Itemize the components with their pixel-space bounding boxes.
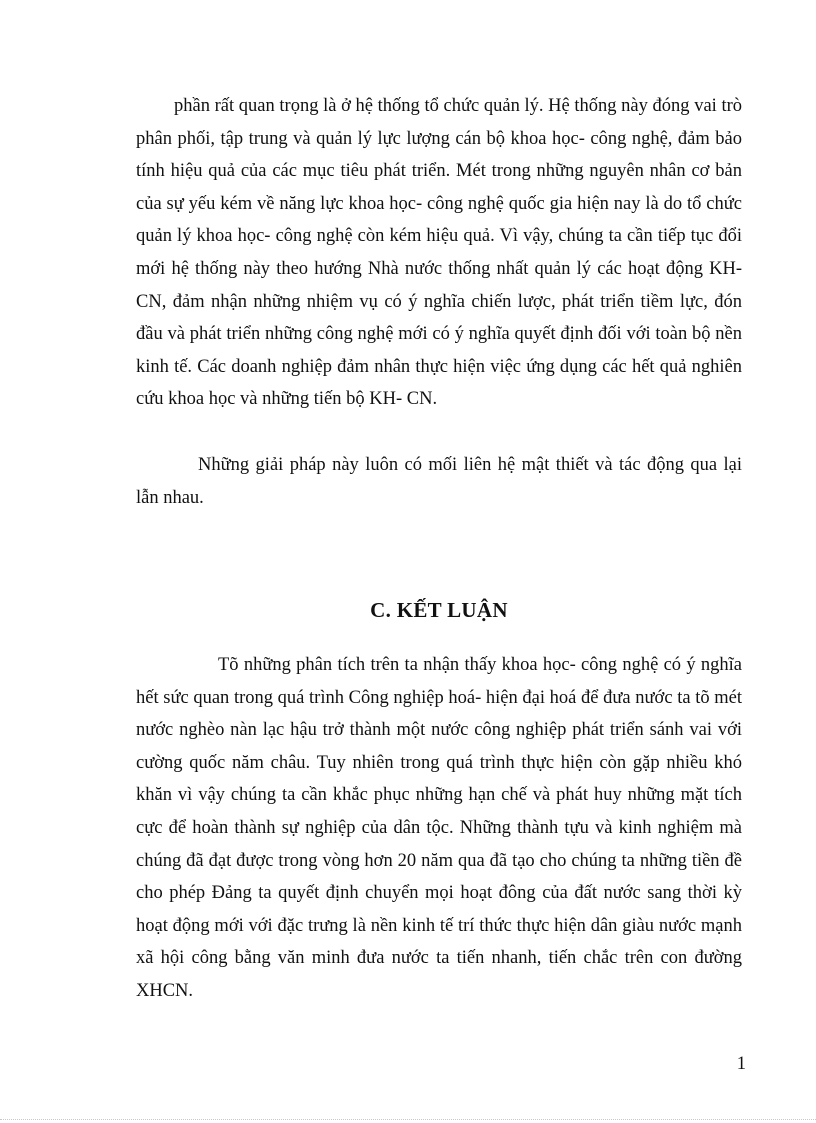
page-bottom-divider (0, 1119, 816, 1120)
section-heading: C. KẾT LUẬN (370, 598, 508, 622)
conclusion-paragraph: Tõ những phân tích trên ta nhận thấy khoa học- công nghệ có ý nghĩa hết sức quan trong quá trình Công nghiệp hoá- hiện đại hoá để đưa nước ta tõ mét nước nghèo nàn lạc hậu trở thành một nước công nghiệp phát triển sánh vai với cường quốc năm châu. Tuy nhiên trong quá trình thực hiện còn gặp nhiều khó khăn vì vậy chúng ta cần khắc phục những hạn chế và phát huy những mặt tích cực để hoàn thành sự nghiệp của dân tộc. Những thành tựu và kinh nghiệm mà chúng đã đạt được trong vòng hơn 20 năm qua đã tạo cho chúng ta những tiền đề cho phép Đảng ta quyết định chuyển mọi hoạt đông của đất nước sang thời kỳ hoạt động mới với đặc trưng là nền kinh tế trí thức thực hiện dân giàu nước mạnh xã hội công bằng văn minh đưa nước ta tiến nhanh, tiến chắc trên con đường XHCN. (136, 655, 742, 1001)
body-paragraph-1: phần rất quan trọng là ở hệ thống tổ chức quản lý. Hệ thống này đóng vai trò phân phối, tập trung và quản lý lực lượng cán bộ khoa học- công nghệ, đảm bảo tính hiệu quả của các mục tiêu phát triển. Mét trong những nguyên nhân cơ bản của sự yếu kém về năng lực khoa học- công nghệ quốc gia hiện nay là do tổ chức quản lý khoa học- công nghệ còn kém hiệu quả. Vì vậy, chúng ta cần tiếp tục đổi mới hệ thống này theo hướng Nhà nước thống nhất quản lý các hoạt động KH- CN, đảm nhận những nhiệm vụ có ý nghĩa chiến lược, phát triển tiềm lực, đón đầu và phát triển những công nghệ mới có ý nghĩa quyết định đối với toàn bộ nền kinh tế. Các doanh nghiệp đảm nhân thực hiện việc ứng dụng các hết quả nghiên cứu khoa học và những tiến bộ KH- CN. (136, 96, 742, 410)
page-number: 1 (736, 1054, 746, 1074)
body-paragraph-2: Những giải pháp này luôn có mối liên hệ mật thiết và tác động qua lại lẫn nhau. (136, 455, 742, 508)
